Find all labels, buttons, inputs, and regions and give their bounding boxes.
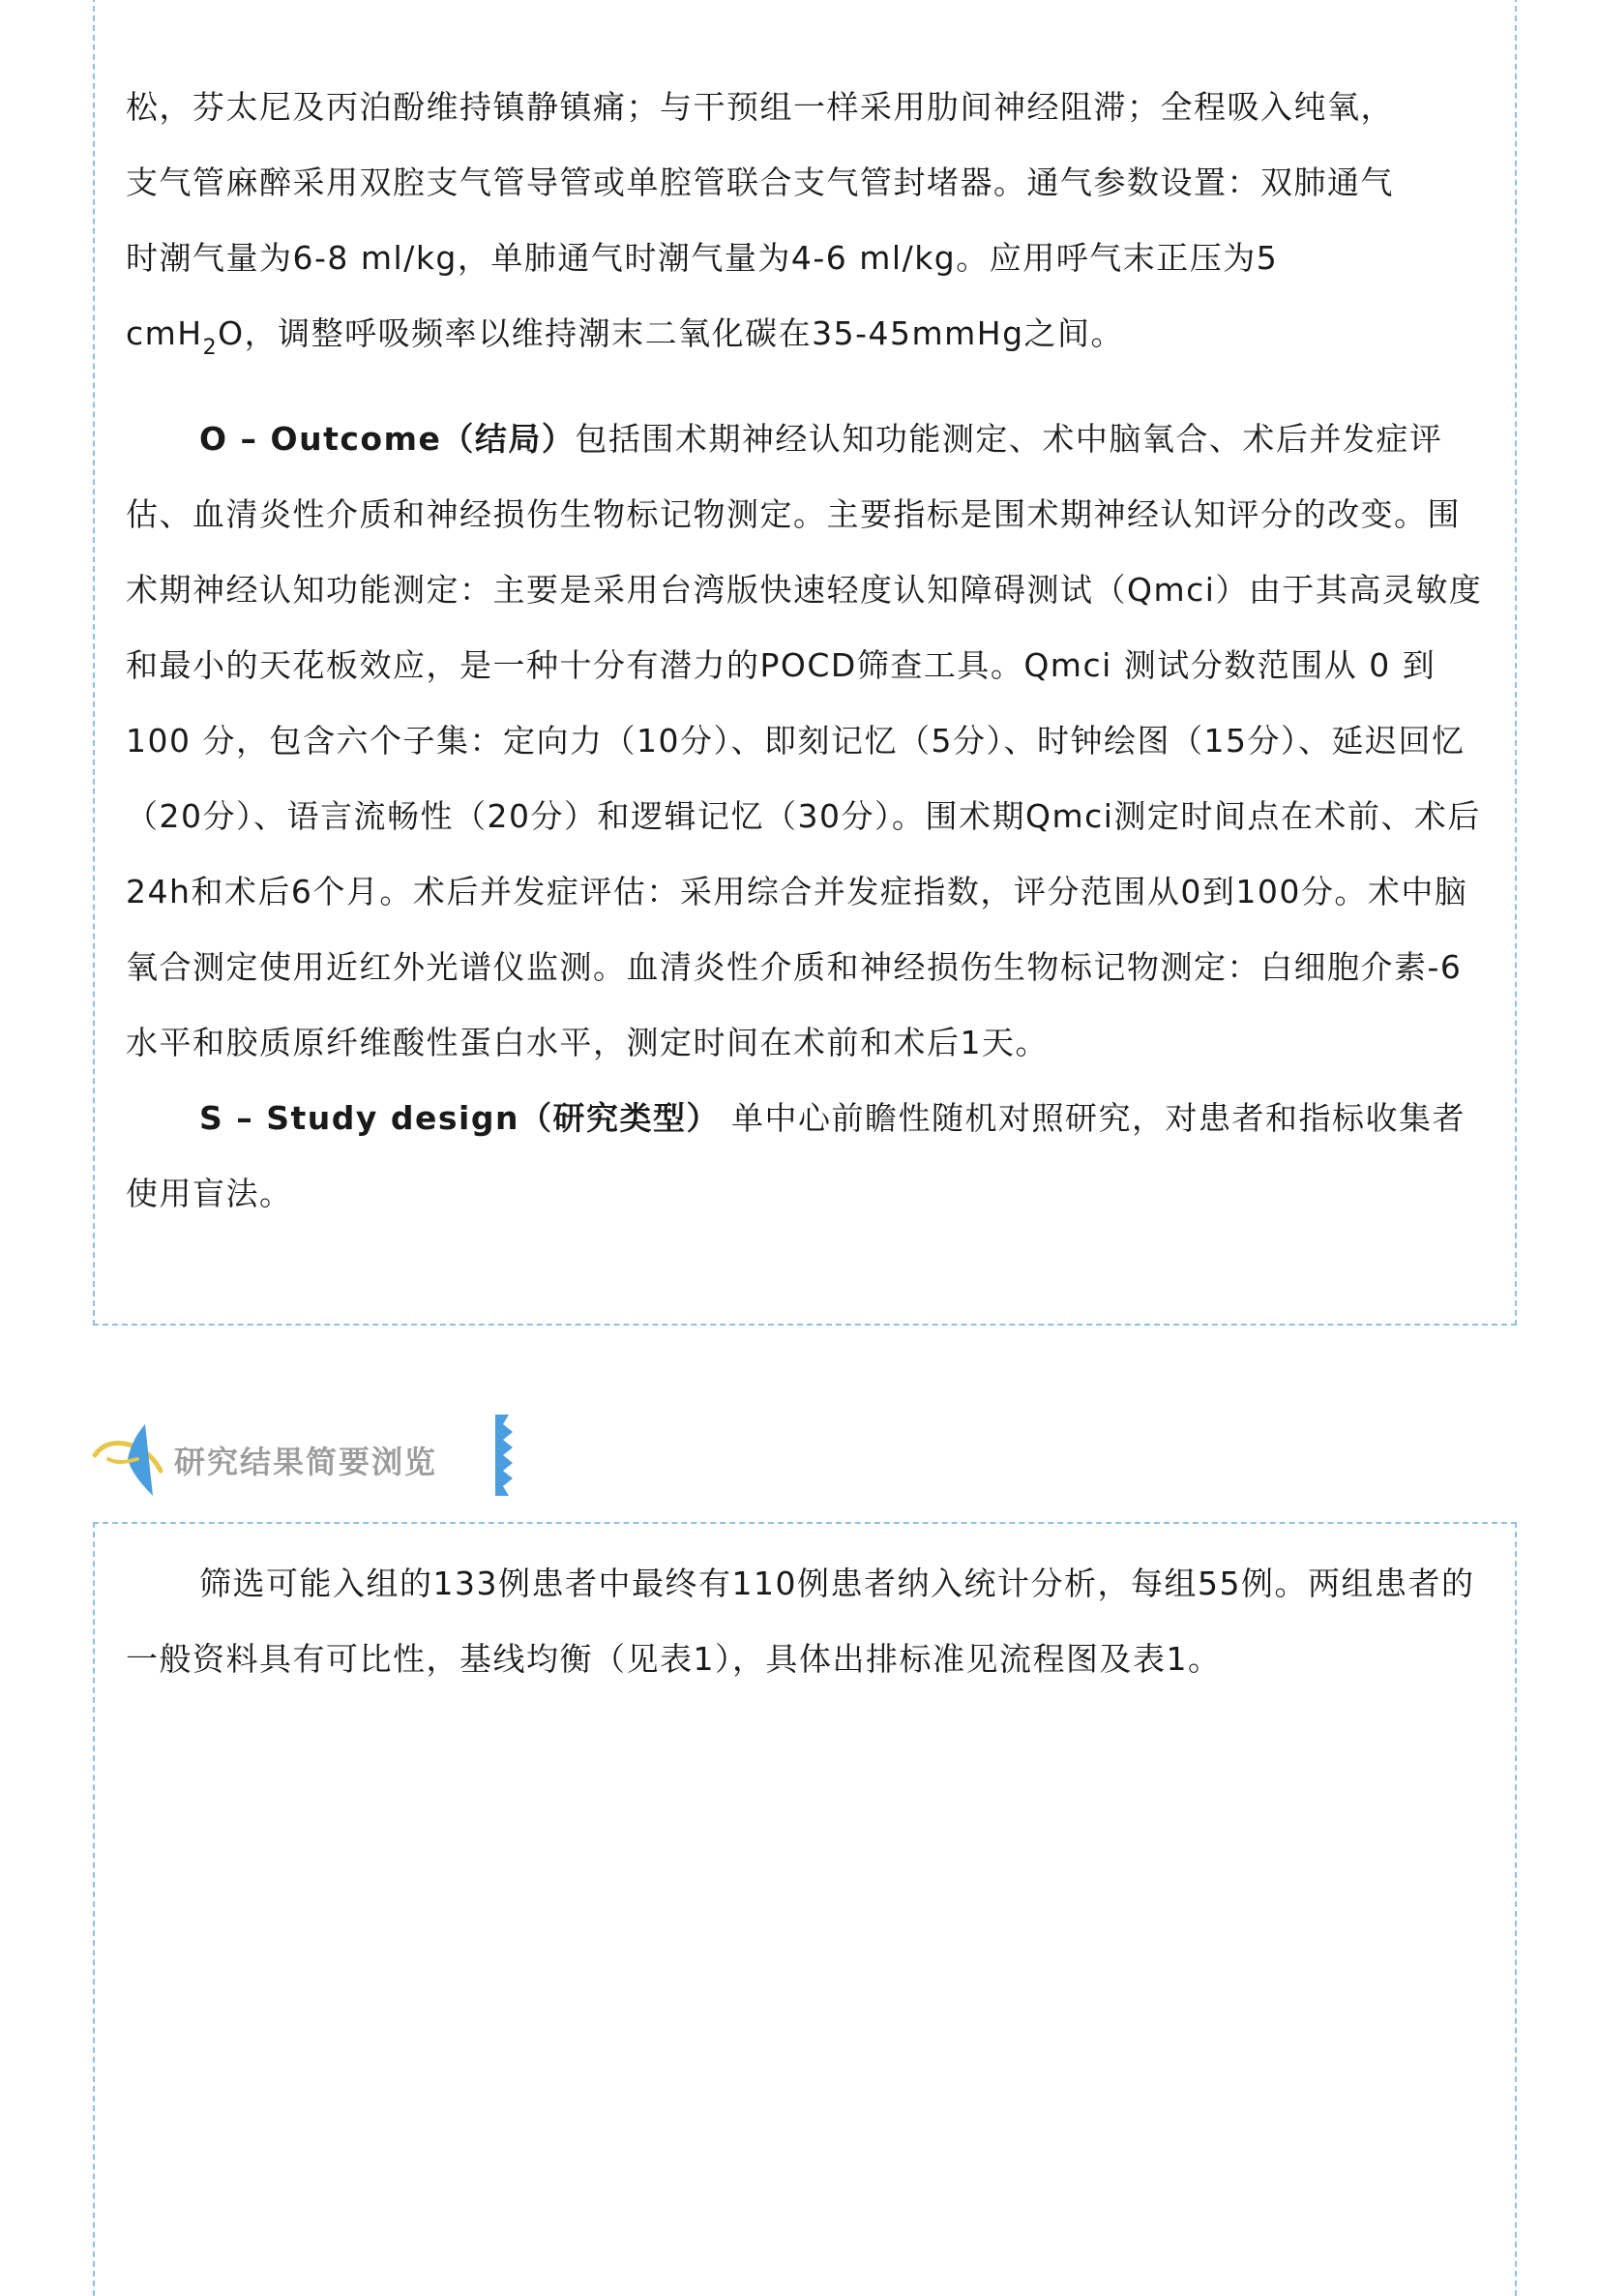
results-text-block xyxy=(126,1546,1490,1697)
section-heading xyxy=(89,1420,534,1498)
outcome-text: 包括围术期神经认知功能测定、术中脑氧合、术后并发症评估、血清炎性介质和神经损伤生物标记物测定。主要指标是围术期神经认知评分的改变。围术期神经认知功能测定：主要是采用台湾版快速轻度认知障碍测试（Qmci）由于其高灵敏度和最小的天花板效应，是一种十分有潜力的POCD筛查工具。Qmci 测试分数范围从 0 到 100 分，包含六个子集：定向力（10分）、即刻记忆（5分）、时钟绘图（15分）、延迟回忆（20分）、语言流畅性（20分）和逻辑记忆（30分）。围术期Qmci测定时间点在术前、术后24h和术后6个月。术后并发症评估：采用综合并发症指数，评分范围从0到100分。术中脑氧合测定使用近红外光谱仪监测。血清炎性介质和神经损伤生物标记物测定：白细胞介素-6水平和胶质原纤维酸性蛋白水平，测定时间在术前和术后1天。 xyxy=(126,420,1483,1061)
outcome-label: O – Outcome（结局） xyxy=(199,420,576,458)
text-line: 松，芬太尼及丙泊酚维持镇静镇痛；与干预组一样采用肋间神经阻滞；全程吸入纯氧， xyxy=(126,88,1394,126)
text-line: 支气管麻醉采用双腔支气管导管或单腔管联合支气管封堵器。通气参数设置：双肺通气 xyxy=(126,164,1394,201)
study-design-paragraph xyxy=(126,1081,1490,1232)
subscript: 2 xyxy=(202,336,219,360)
section-heading-icon xyxy=(89,1420,176,1498)
results-paragraph: 筛选可能入组的133例患者中最终有110例患者纳入统计分析，每组55例。两组患者的一般资料具有可比性，基线均衡（见表1），具体出排标准见流程图及表1。 xyxy=(126,1565,1475,1678)
study-design-label: S – Study design（研究类型） xyxy=(199,1099,720,1137)
study-design-text: 单中心前瞻性随机对照研究，对患者和指标收集者使用盲法。 xyxy=(126,1099,1466,1212)
text-line: 时潮气量为6-8 ml/kg，单肺通气时潮气量为4-6 ml/kg。应用呼气末正压为5 xyxy=(126,239,1279,277)
methods-text-block xyxy=(126,70,1490,1232)
text-line-with-subscript: cmH$_2$O，调整呼吸频率以维持潮末二氧化碳在35-45mmHg之间。 xyxy=(126,314,1125,360)
outcome-paragraph xyxy=(126,402,1490,1081)
zigzag-bracket-icon xyxy=(491,1415,520,1496)
section-heading-label: 研究结果简要浏览 xyxy=(174,1444,438,1480)
